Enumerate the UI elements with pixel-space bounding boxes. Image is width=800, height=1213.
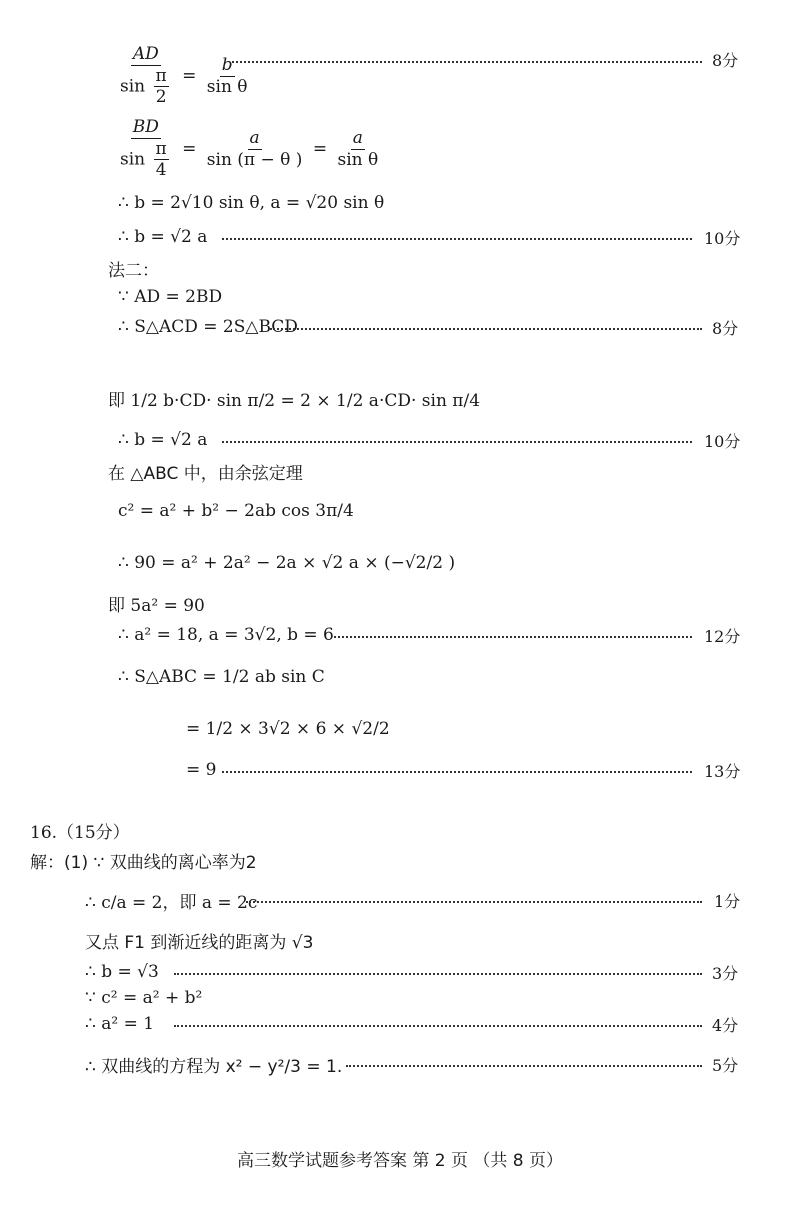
formula-line-13: 即 5a² = 90 xyxy=(108,595,205,616)
formula-line-4: ∴ b = √2 a xyxy=(118,227,208,247)
leader-dots xyxy=(246,901,702,903)
solution-line-5: ∴ a² = 1 xyxy=(85,1014,155,1034)
leader-dots xyxy=(334,636,692,638)
formula-line-14: ∴ a² = 18, a = 3√2, b = 6 xyxy=(118,625,334,645)
page-footer: 高三数学试题参考答案 第 2 页 （共 8 页） xyxy=(236,1151,564,1171)
formula-line-17: = 9 xyxy=(186,760,217,780)
fraction: $\frac{a}{\sin (\pi - \theta )}$ xyxy=(206,128,303,170)
fraction: $\frac{b}{\text{sin θ}}$ xyxy=(206,55,248,97)
solution-line-3: ∴ b = √3 xyxy=(85,962,159,982)
score-label: 1分 xyxy=(714,892,741,911)
leader-dots xyxy=(174,1025,702,1027)
score-label: 3分 xyxy=(712,964,739,983)
leader-dots xyxy=(222,771,692,773)
leader-dots xyxy=(232,61,702,63)
leader-dots xyxy=(346,1065,702,1067)
method-two-heading: 法二： xyxy=(108,260,159,281)
solution-line-2: 又点 F1 到渐近线的距离为 √3 xyxy=(85,932,314,953)
leader-dots xyxy=(222,238,692,240)
leader-dots xyxy=(222,441,692,443)
fraction: AD sin $\frac{\pi}{2}$ xyxy=(120,44,167,108)
formula-line-1: AD sin $\frac{\pi}{2}$ = $\frac{b}{\text{sin θ}}$ xyxy=(120,44,248,108)
score-label: 5分 xyxy=(712,1056,739,1075)
solution-line-6: ∴ 双曲线的方程为 x² − y²/3 = 1. xyxy=(85,1056,343,1077)
formula-line-11: c² = a² + b² − 2ab cos 3π/4 xyxy=(118,501,354,521)
formula-line-15: ∴ S△ABC = 1/2 ab sin C xyxy=(118,667,325,687)
fraction: $\frac{a}{\text{sin θ}}$ xyxy=(337,128,379,170)
score-label: 8分 xyxy=(712,319,739,338)
fraction: BD sin $\frac{\pi}{4}$ xyxy=(120,117,167,181)
leader-dots xyxy=(174,973,702,975)
formula-line-16: = 1/2 × 3√2 × 6 × √2/2 xyxy=(186,719,390,739)
formula-line-12: ∴ 90 = a² + 2a² − 2a × √2 a × (−√2/2 ) xyxy=(118,553,456,573)
solution-line-4: ∵ c² = a² + b² xyxy=(85,988,203,1008)
solution-line-1: ∴ c/a = 2，即 a = 2c xyxy=(85,892,258,913)
leader-dots xyxy=(270,328,702,330)
formula-line-9: ∴ b = √2 a xyxy=(118,430,208,450)
formula-line-8: 即 1/2 b·CD· sin π/2 = 2 × 1/2 a·CD· sin π/4 xyxy=(108,390,481,411)
question-16-heading: 16.（15分） xyxy=(30,822,130,843)
score-label: 13分 xyxy=(704,762,741,781)
score-label: 8分 xyxy=(712,51,739,70)
score-label: 10分 xyxy=(704,229,741,248)
formula-line-6: ∵ AD = 2BD xyxy=(118,287,223,307)
formula-line-3: ∴ b = 2√10 sin θ, a = √20 sin θ xyxy=(118,193,385,213)
score-label: 12分 xyxy=(704,627,741,646)
solution-start: 解：(1) ∵ 双曲线的离心率为2 xyxy=(30,852,257,873)
formula-line-2: BD sin $\frac{\pi}{4}$ = $\frac{a}{\sin (\pi - \theta )}$ = $\frac{a}{\text{sin θ}}$ xyxy=(120,117,379,181)
score-label: 10分 xyxy=(704,432,741,451)
formula-line-7: ∴ S△ACD = 2S△BCD xyxy=(118,317,298,337)
score-label: 4分 xyxy=(712,1016,739,1035)
formula-line-10: 在 △ABC 中，由余弦定理 xyxy=(108,463,303,484)
